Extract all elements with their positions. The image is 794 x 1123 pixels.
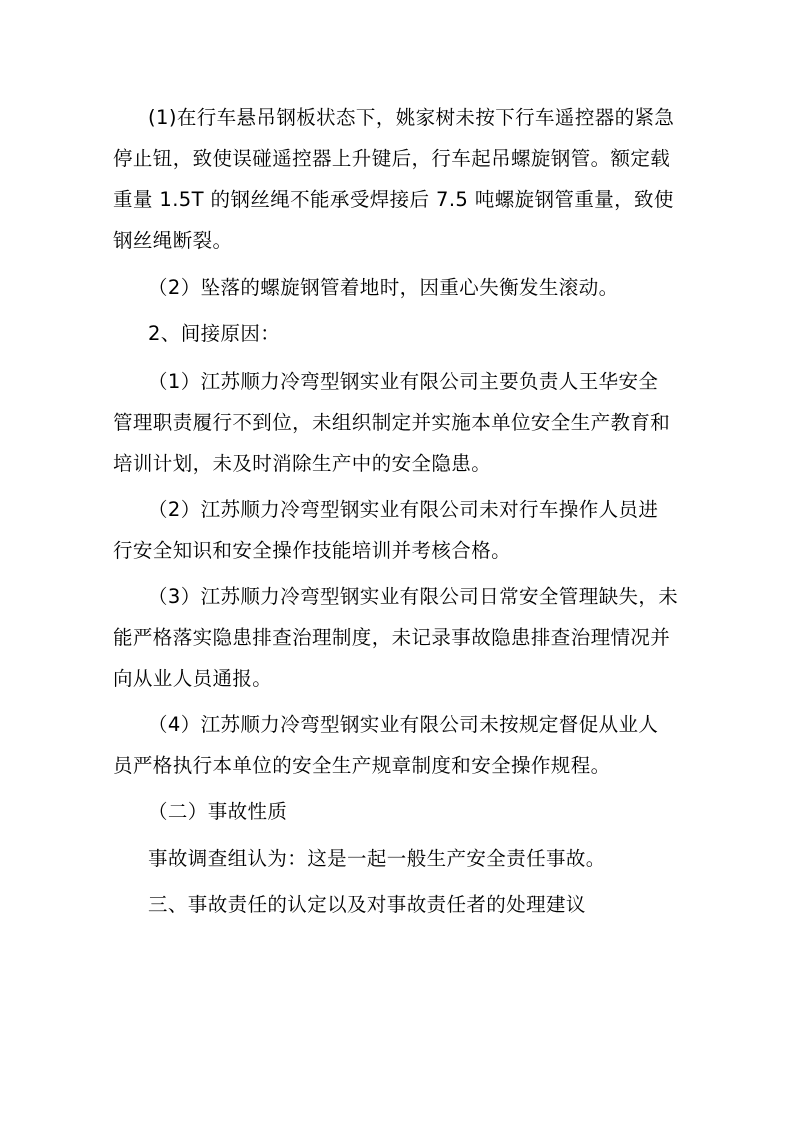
indirect-4-line-1: （4）江苏顺力冷弯型钢实业有限公司未按规定督促从业人 [148,713,659,736]
indirect-1-line-3: 培训计划，未及时消除生产中的安全隐患。 [113,452,492,475]
cause-1-line-2: 停止钮，致使误碰遥控器上升键后，行车起吊螺旋钢管。额定载 [113,147,671,170]
indirect-1-line-1: （1）江苏顺力冷弯型钢实业有限公司主要负责人王华安全 [148,370,659,393]
cause-1-line-3: 重量 1.5T 的钢丝绳不能承受焊接后 7.5 吨螺旋钢管重量，致使 [113,188,674,211]
section-heading-responsibility: 三、事故责任的认定以及对事故责任者的处理建议 [148,893,586,916]
accident-nature-conclusion: 事故调查组认为：这是一起一般生产安全责任事故。 [148,847,606,870]
section-heading-accident-nature: （二）事故性质 [148,800,288,823]
cause-1-line-1: (1)在行车悬吊钢板状态下，姚家树未按下行车遥控器的紧急 [148,106,675,129]
indirect-1-line-2: 管理职责履行不到位，未组织制定并实施本单位安全生产教育和 [113,411,671,434]
indirect-3-line-3: 向从业人员通报。 [113,667,273,690]
indirect-3-line-1: （3）江苏顺力冷弯型钢实业有限公司日常安全管理缺失，未 [148,585,679,608]
indirect-3-line-2: 能严格落实隐患排查治理制度，未记录事故隐患排查治理情况并 [113,626,671,649]
cause-1-line-4: 钢丝绳断裂。 [113,229,233,252]
cause-2-line-1: （2）坠落的螺旋钢管着地时，因重心失衡发生滚动。 [148,276,619,299]
section-heading-indirect-causes: 2、间接原因： [148,322,281,345]
indirect-2-line-1: （2）江苏顺力冷弯型钢实业有限公司未对行车操作人员进 [148,498,659,521]
indirect-2-line-2: 行安全知识和安全操作技能培训并考核合格。 [113,539,512,562]
indirect-4-line-2: 员严格执行本单位的安全生产规章制度和安全操作规程。 [113,754,611,777]
